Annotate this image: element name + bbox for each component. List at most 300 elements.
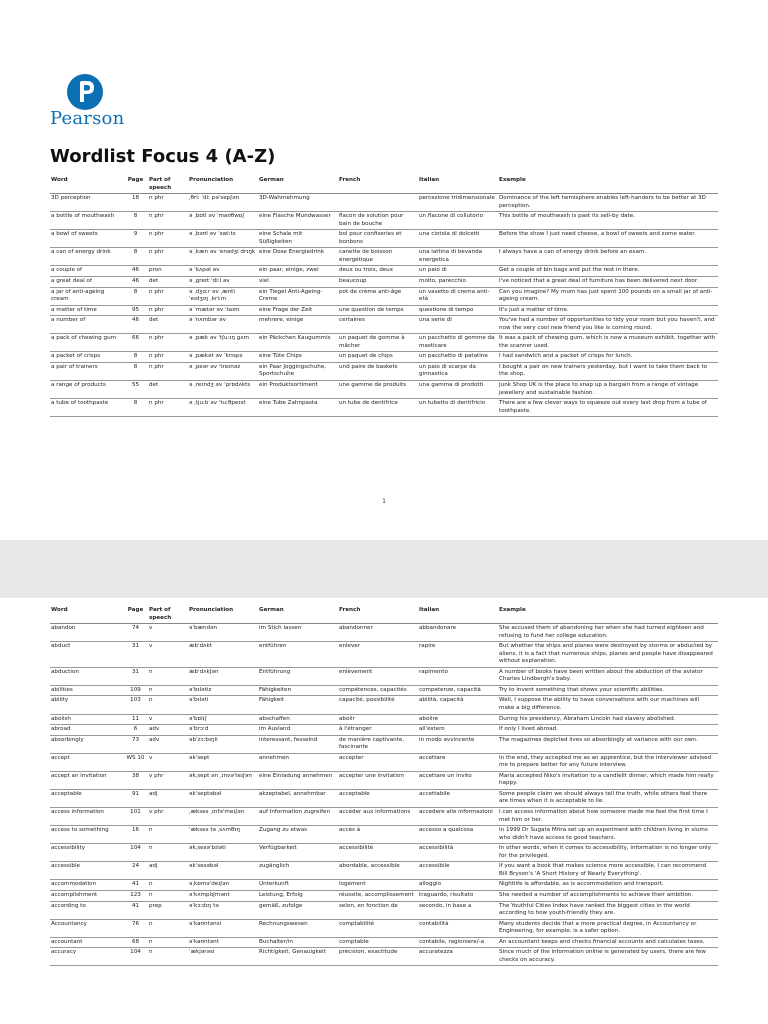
cell-german: viel [258,277,338,288]
wordlist-table-1 [50,176,718,417]
cell-italian: una lattina di bevanda energetica [418,248,498,266]
cell-pronunciation: ˌθriː ˈdiː pəˈsepʃən [188,194,258,212]
table-row [50,266,718,277]
table-body-2 [50,624,718,966]
cell-example: Dominance of the left hemisphere enables left-handers to be better at 3D perception. [498,194,718,212]
cell-example: If only I lived abroad. [498,725,718,736]
cell-pronunciation: ə ˈkʌpəl əv [188,266,258,277]
cell-word: abolish [50,714,124,725]
cell-italian: accettabile [418,789,498,807]
cell-page: 109 [124,685,148,696]
cell-italian: accessibile [418,862,498,880]
cell-german: ein Tiegel Anti-Ageing-Creme [258,287,338,305]
cell-german: entführen [258,642,338,668]
cell-pronunciation: ə ˌreɪndʒ əv ˈprɒdʌkts [188,381,258,399]
table-row [50,735,718,753]
cell-french: accès à [338,826,418,844]
cell-pronunciation: ə ˌpækət əv ˈkrɪsps [188,352,258,363]
cell-french: certaines [338,316,418,334]
cell-german: eine Frage der Zeit [258,305,338,316]
cell-pronunciation: æbˈdʌkt [188,642,258,668]
table-row [50,305,718,316]
cell-pronunciation: ə ˌbɒtl əv ˈmaʊθwɒʃ [188,212,258,230]
cell-german: Zugang zu etwas [258,826,338,844]
pearson-logo-icon [67,74,103,110]
col-header-word: Word [50,606,124,624]
cell-german: Fähigkeiten [258,685,338,696]
cell-german: auf Information zugreifen [258,808,338,826]
cell-example: Junk Shop UK is the place to snap up a bargain from a range of vintage jewellery and sustainable fashion. [498,381,718,399]
cell-example: Well, I suppose the ability to have conversations with our machines will make a big difference. [498,696,718,714]
cell-pronunciation: ə ˈmætər əv ˈtaɪm [188,305,258,316]
cell-french: à l'étranger [338,725,418,736]
cell-french: précision, exactitude [338,948,418,966]
cell-example: Get a couple of bin bags and put the rest in there. [498,266,718,277]
table-header [50,176,718,194]
cell-page: 46 [124,316,148,334]
table-row [50,808,718,826]
cell-part-of-speech: adv [148,725,188,736]
cell-pronunciation: ˈækjərəsi [188,948,258,966]
cell-german: annehmen [258,753,338,771]
cell-word: abandon [50,624,124,642]
cell-page: 66 [124,334,148,352]
cell-word: a great deal of [50,277,124,288]
cell-part-of-speech: n phr [148,287,188,305]
cell-word: a number of [50,316,124,334]
cell-part-of-speech: n phr [148,399,188,417]
cell-french: accessibilité [338,844,418,862]
cell-page: 55 [124,381,148,399]
cell-french: de manière captivante, fascinante [338,735,418,753]
table-row [50,880,718,891]
cell-pronunciation: ə ˌbəʊl əv ˈswiːts [188,230,258,248]
cell-part-of-speech: n [148,667,188,685]
cell-word: absorbingly [50,735,124,753]
col-header-french: French [338,176,418,194]
cell-word: accommodation [50,880,124,891]
cell-french: un tube de dentifrice [338,399,418,417]
col-header-italian: Italian [418,176,498,194]
cell-page: 31 [124,667,148,685]
cell-german: 3D-Wahrnehmung [258,194,338,212]
cell-italian: rapimento [418,667,498,685]
cell-word: a can of energy drink [50,248,124,266]
cell-word: accountant [50,937,124,948]
page-gap [0,540,768,598]
table-row [50,753,718,771]
cell-page: 103 [124,696,148,714]
cell-word: accomplishment [50,890,124,901]
cell-german: mehrere, einige [258,316,338,334]
cell-example: It was a pack of chewing gum, which is now a museum exhibit, together with the scanner used. [498,334,718,352]
cell-german: ein Paar Joggingschuhe, Sportschuhe [258,362,338,380]
cell-italian: un tubetto di dentifricio [418,399,498,417]
cell-part-of-speech: n phr [148,248,188,266]
table-row [50,937,718,948]
cell-italian: una gamma di prodotti [418,381,498,399]
table-row [50,890,718,901]
cell-example: Some people claim we should always tell the truth, while others feel there are times when it is acceptable to lie. [498,789,718,807]
cell-pronunciation: əˈbɒlɪʃ [188,714,258,725]
cell-part-of-speech: v [148,642,188,668]
cell-french: abolir [338,714,418,725]
cell-pronunciation: ə ˌpeər əv ˈtreɪnəz [188,362,258,380]
cell-french: abandonner [338,624,418,642]
table-row [50,862,718,880]
cell-german: Leistung, Erfolg [258,890,338,901]
cell-italian: traguardo, risultato [418,890,498,901]
cell-french: beaucoup [338,277,418,288]
cell-pronunciation: əˌkɒməˈdeɪʃən [188,880,258,891]
cell-pronunciation: ə ˌɡreɪt ˈdiːl əv [188,277,258,288]
cell-part-of-speech: v phr [148,771,188,789]
cell-french: selon, en fonction de [338,901,418,919]
cell-french [338,194,418,212]
cell-page: 68 [124,937,148,948]
cell-german: eine Einladung annehmen [258,771,338,789]
cell-italian: accettare un invito [418,771,498,789]
table-row [50,230,718,248]
cell-word: accuracy [50,948,124,966]
cell-pronunciation: əkˈsesəbəl [188,862,258,880]
cell-word: accessibility [50,844,124,862]
col-header-page: Page [124,606,148,624]
cell-page: 8 [124,287,148,305]
col-header-pronunciation: Pronunciation [188,606,258,624]
cell-german: im Ausland [258,725,338,736]
cell-example: A number of books have been written about the abduction of the aviator Charles Lindbergh's baby. [498,667,718,685]
cell-part-of-speech: n phr [148,194,188,212]
cell-italian: secondo, in base a [418,901,498,919]
cell-example: If you want a book that makes science more accessible, I can recommend Bill Bryson's 'A Short History of Nearly Everything'. [498,862,718,880]
cell-part-of-speech: n [148,844,188,862]
cell-part-of-speech: adv [148,735,188,753]
cell-french: enlèvement [338,667,418,685]
col-header-pronunciation: Pronunciation [188,176,258,194]
cell-part-of-speech: n [148,919,188,937]
cell-word: acceptable [50,789,124,807]
cell-italian: abilità, capacità [418,696,498,714]
cell-part-of-speech: n phr [148,212,188,230]
cell-german: Richtigkeit, Genauigkeit [258,948,338,966]
cell-italian: una ciotola di dolcetti [418,230,498,248]
cell-french: pot de crème anti-âge [338,287,418,305]
cell-french: un paquet de chips [338,352,418,363]
cell-page: 41 [124,901,148,919]
cell-italian: accettare [418,753,498,771]
cell-part-of-speech: det [148,316,188,334]
cell-word: a matter of time [50,305,124,316]
cell-french: un paquet de gomme à mâcher [338,334,418,352]
cell-pronunciation: əkˌsesəˈbɪləti [188,844,258,862]
table-row [50,362,718,380]
cell-part-of-speech: n [148,937,188,948]
cell-german: im Stich lassen [258,624,338,642]
cell-part-of-speech: n [148,948,188,966]
col-header-italian: Italian [418,606,498,624]
cell-french: acceptable [338,789,418,807]
cell-italian: molto, parecchio [418,277,498,288]
col-header-pos: Part of speech [148,176,188,194]
pearson-logo [50,74,130,130]
table-row [50,381,718,399]
cell-pronunciation: əˈkɔːdɪŋ tə [188,901,258,919]
cell-part-of-speech: det [148,381,188,399]
col-header-french: French [338,606,418,624]
cell-example: Maria accepted Niko's invitation to a candlelit dinner, which made him really happy. [498,771,718,789]
cell-german: ein paar, einige, zwei [258,266,338,277]
cell-pronunciation: ə ˌdʒɑːr əv ˌænti ˈeɪdʒɪŋ ˌkriːm [188,287,258,305]
cell-pronunciation: ə ˌkæn əv ˈenədʒi drɪŋk [188,248,258,266]
col-header-page: Page [124,176,148,194]
cell-french: comptabilité [338,919,418,937]
cell-german: eine Tube Zahnpasta [258,399,338,417]
col-header-example: Example [498,606,718,624]
cell-example: An accountant keeps and checks financial accounts and calculates taxes. [498,937,718,948]
cell-german: Unterkunft [258,880,338,891]
cell-example: But whether the ships and planes were destroyed by storms or abducted by aliens, it is a fact that numerous ships, planes and people have disappeared without explanation. [498,642,718,668]
cell-example: The magazines depicted lives so absorbingly at variance with our own. [498,735,718,753]
cell-french: bol pour confiseries et bonbons [338,230,418,248]
cell-word: accessible [50,862,124,880]
cell-pronunciation: ə ˌpæk əv ˈtʃuːɪŋ ɡʌm [188,334,258,352]
cell-page: 41 [124,880,148,891]
table-row [50,685,718,696]
cell-german: eine Dose Energiedrink [258,248,338,266]
table-row [50,624,718,642]
table-row [50,316,718,334]
cell-italian: un vasetto di crema anti-età [418,287,498,305]
cell-example: The Youthful Cities Index have ranked the biggest cities in the world according to how youth-friendly they are. [498,901,718,919]
cell-page: 8 [124,212,148,230]
table-row [50,352,718,363]
cell-french: und paire de baskets [338,362,418,380]
cell-word: abilities [50,685,124,696]
cell-example: You've had a number of opportunities to tidy your room but you haven't, and now the very cool new friend you like is coming round. [498,316,718,334]
cell-page: 8 [124,399,148,417]
cell-word: access to something [50,826,124,844]
cell-page: 18 [124,194,148,212]
cell-italian: accedere alle informazioni [418,808,498,826]
cell-part-of-speech: n [148,826,188,844]
cell-page: 16 [124,826,148,844]
cell-german: eine Tüte Chips [258,352,338,363]
cell-page: 95 [124,305,148,316]
cell-part-of-speech: n [148,696,188,714]
col-header-pos: Part of speech [148,606,188,624]
cell-part-of-speech: n phr [148,230,188,248]
cell-german: Rechnungswesen [258,919,338,937]
cell-word: abduction [50,667,124,685]
cell-french: flacon de solution pour bain de bouche [338,212,418,230]
col-header-german: German [258,606,338,624]
page-title: Wordlist Focus 4 (A-Z) [50,146,276,167]
cell-german: Verfügbarkeit [258,844,338,862]
cell-example: She needed a number of accomplishments to achieve their ambition. [498,890,718,901]
cell-page: 9 [124,230,148,248]
cell-word: abduct [50,642,124,668]
cell-example: There are a few clever ways to squeeze out every last drop from a tube of toothpaste. [498,399,718,417]
cell-example: I can access information about how someone made me feel the first time I met him or her. [498,808,718,826]
cell-page: 8 [124,248,148,266]
cell-example: In other words, when it comes to accessibility, information is no longer only for the privileged. [498,844,718,862]
cell-italian: accessibilità [418,844,498,862]
cell-french: accéder aux informations [338,808,418,826]
table-row [50,844,718,862]
cell-word: according to [50,901,124,919]
cell-example: Can you imagine? My mum has just spent 100 pounds on a small jar of anti-ageing cream. [498,287,718,305]
table-row [50,667,718,685]
cell-pronunciation: ˈækses tə ˌsʌmθɪŋ [188,826,258,844]
cell-part-of-speech: adj [148,862,188,880]
cell-italian: competenze, capacità [418,685,498,696]
table-row [50,789,718,807]
table-row [50,642,718,668]
cell-part-of-speech: det [148,277,188,288]
cell-italian: all'estero [418,725,498,736]
cell-page: 104 [124,948,148,966]
cell-example: I always have a can of energy drink before an exam. [498,248,718,266]
cell-german: akzeptabel, annehmbar [258,789,338,807]
cell-italian: accesso a qualcosa [418,826,498,844]
cell-german: ein Produktsortiment [258,381,338,399]
cell-italian: un pacchetto di gomme da masticare [418,334,498,352]
cell-pronunciation: əkˈsept [188,753,258,771]
cell-pronunciation: əkˌsept ən ˌɪnvəˈteɪʃən [188,771,258,789]
cell-italian: abbandonare [418,624,498,642]
table-row [50,277,718,288]
cell-italian: questione di tempo [418,305,498,316]
col-header-german: German [258,176,338,194]
cell-italian: rapire [418,642,498,668]
cell-word: a bowl of sweets [50,230,124,248]
table-body-1 [50,194,718,417]
cell-pronunciation: əˈkaʊntənsi [188,919,258,937]
table-row [50,399,718,417]
table-row [50,287,718,305]
cell-word: accept an invitation [50,771,124,789]
table-header [50,606,718,624]
cell-example: In the end, they accepted me as an apprentice, but the interviewer advised me to prepare better for any future interview. [498,753,718,771]
cell-part-of-speech: v [148,753,188,771]
cell-page: 46 [124,266,148,277]
cell-example: Nightlife is affordable, as is accommodation and transport. [498,880,718,891]
table-row [50,696,718,714]
cell-pronunciation: ə ˈnʌmbər əv [188,316,258,334]
cell-french: compétences, capacités [338,685,418,696]
cell-german: eine Flasche Mundwasser [258,212,338,230]
cell-page: 46 [124,277,148,288]
cell-example: Before the show I just need cheese, a bowl of sweets and some water. [498,230,718,248]
cell-page: 11 [124,714,148,725]
cell-pronunciation: əˈbɪlətiz [188,685,258,696]
cell-part-of-speech: n [148,880,188,891]
cell-italian: un paio di [418,266,498,277]
cell-french: une question de temps [338,305,418,316]
cell-word: accept [50,753,124,771]
page-number: 1 [382,498,386,505]
cell-word: abroad [50,725,124,736]
cell-italian: un paio di scarpe da ginnastica [418,362,498,380]
cell-word: ability [50,696,124,714]
cell-page: 6 [124,725,148,736]
col-header-word: Word [50,176,124,194]
cell-page: 91 [124,789,148,807]
cell-page: 8 [124,362,148,380]
cell-page: WS 10 [124,753,148,771]
cell-example: I had sandwich and a packet of crisps for lunch. [498,352,718,363]
cell-pronunciation: ˌækses ˌɪnfəˈmeɪʃən [188,808,258,826]
cell-example: It's just a matter of time. [498,305,718,316]
cell-italian: un flacone di collutorio [418,212,498,230]
cell-french: enlever [338,642,418,668]
cell-part-of-speech: n [148,890,188,901]
cell-page: 74 [124,624,148,642]
cell-page: 76 [124,919,148,937]
cell-word: a packet of crisps [50,352,124,363]
cell-part-of-speech: pron [148,266,188,277]
cell-part-of-speech: n phr [148,334,188,352]
cell-pronunciation: əˈkaʊntənt [188,937,258,948]
cell-part-of-speech: prep [148,901,188,919]
cell-page: 31 [124,642,148,668]
cell-word: access information [50,808,124,826]
cell-example: I bought a pair on new trainers yesterday, but I want to take them back to the shop. [498,362,718,380]
table-row [50,334,718,352]
table-row [50,194,718,212]
cell-page: 73 [124,735,148,753]
table-row [50,771,718,789]
table-row [50,948,718,966]
cell-word: a range of products [50,381,124,399]
cell-part-of-speech: v phr [148,808,188,826]
cell-example: Since much of the information online is generated by users, there are few checks on accuracy. [498,948,718,966]
cell-example: In 1999 Dr Sugata Mitra set up an experiment with children living in slums who didn't have access to good teachers. [498,826,718,844]
cell-example: She accused them of abandoning her when she had turned eighteen and refusing to fund her college education. [498,624,718,642]
cell-example: Many students decide that a more practical degree, in Accountancy or Engineering, for example, is a safer option. [498,919,718,937]
cell-italian: una serie di [418,316,498,334]
cell-part-of-speech: v [148,624,188,642]
cell-word: a jar of anti-ageing cream [50,287,124,305]
cell-part-of-speech: v [148,714,188,725]
cell-italian: accuratezza [418,948,498,966]
cell-german: gemäß, zufolge [258,901,338,919]
cell-german: abschaffen [258,714,338,725]
cell-german: ein Päckchen Kaugummis [258,334,338,352]
cell-german: Buchalter/in [258,937,338,948]
cell-italian: contabile, ragioniere/-a [418,937,498,948]
table-row [50,901,718,919]
cell-part-of-speech: n phr [148,352,188,363]
cell-part-of-speech: n phr [148,305,188,316]
cell-french: canette de boisson énergétique [338,248,418,266]
cell-pronunciation: əˈbrɔːd [188,725,258,736]
cell-french: comptable [338,937,418,948]
table-row [50,714,718,725]
cell-pronunciation: æbˈdʌkʃən [188,667,258,685]
cell-part-of-speech: adj [148,789,188,807]
cell-italian: percezione tridimensionale [418,194,498,212]
cell-word: a pair of trainers [50,362,124,380]
cell-word: a pack of chewing gum [50,334,124,352]
cell-pronunciation: ə ˌtjuːb əv ˈtuːθpeɪst [188,399,258,417]
cell-example: Try to invent something that shows your scientific abilities. [498,685,718,696]
cell-word: a couple of [50,266,124,277]
cell-pronunciation: əkˈseptəbəl [188,789,258,807]
table-row [50,212,718,230]
cell-french: accepter [338,753,418,771]
